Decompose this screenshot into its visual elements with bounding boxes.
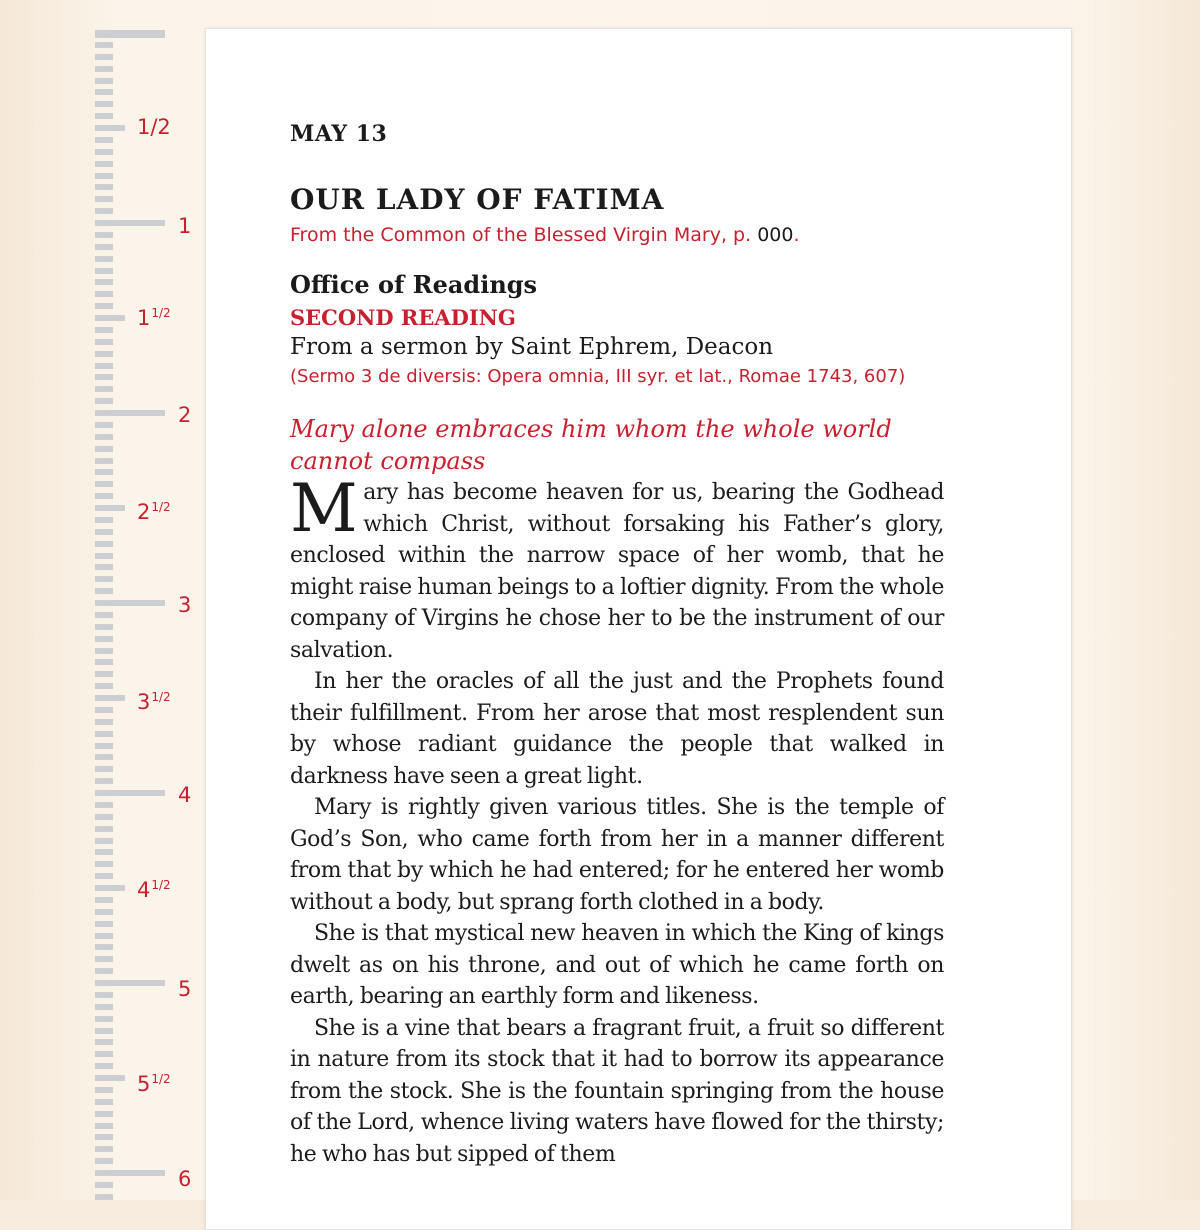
ruler-tick — [95, 268, 113, 274]
ruler-tick — [95, 1111, 113, 1117]
ruler-tick — [95, 339, 113, 345]
ruler-tick — [95, 778, 113, 784]
ruler-tick — [95, 944, 113, 950]
ruler-tick — [95, 434, 113, 440]
ruler-tick — [95, 505, 125, 511]
ruler-tick — [95, 279, 113, 285]
ruler-tick — [95, 291, 113, 297]
ruler-tick — [95, 968, 113, 974]
ruler-tick — [95, 885, 125, 891]
ruler-tick — [95, 1134, 113, 1140]
ruler-tick — [95, 173, 113, 179]
ruler-tick — [95, 541, 113, 547]
ruler-tick — [95, 838, 113, 844]
ruler-tick — [95, 493, 113, 499]
date-heading: MAY 13 — [290, 121, 388, 147]
ruler-tick — [95, 208, 113, 214]
ruler-tick — [95, 30, 165, 38]
ruler-tick — [95, 66, 113, 72]
ruler-tick — [95, 1004, 113, 1010]
ruler-tick — [95, 909, 113, 915]
common-reference — [290, 224, 944, 246]
feast-title: OUR LADY OF FATIMA — [290, 183, 665, 216]
ruler-tick — [95, 636, 113, 642]
ruler-tick — [95, 469, 113, 475]
ruler-tick — [95, 196, 113, 202]
ruler-tick — [95, 743, 113, 749]
measurement-ruler — [0, 0, 205, 1200]
ruler-label: $4^{1/2}$ — [137, 878, 171, 902]
ruler-tick — [95, 446, 113, 452]
paragraph-1-text: ary has become heaven for us, bearing the Godhead which Christ, without forsaking his Father’s glory, enclosed within the narrow space of her womb, that he might raise human beings to a loftier dignity. From the whole company of Virgins he chose her to be the instrument of our salvation. — [290, 480, 944, 663]
ruler-tick — [95, 363, 113, 369]
ruler-tick — [95, 1170, 165, 1176]
ruler-tick — [95, 1099, 113, 1105]
ruler-tick — [95, 161, 113, 167]
ruler-tick — [95, 1039, 113, 1045]
ruler-tick — [95, 54, 113, 60]
common-reference-end: . — [793, 224, 800, 246]
ruler-tick — [95, 1194, 113, 1200]
ruler-tick — [95, 754, 113, 760]
ruler-label: $5^{1/2}$ — [137, 1072, 171, 1096]
ruler-tick — [95, 980, 165, 986]
ruler-tick — [95, 553, 113, 559]
ruler-label: 5 — [178, 977, 192, 1001]
document-page — [205, 28, 1072, 1230]
paragraph-5: She is a vine that bears a fragrant fruit, a fruit so different in nature from its stock that it had to borrow its appearance from the stock. She is the fountain springing from the house of the Lord, whence living waters have flowed for the thirsty; he who has but sipped of them — [290, 1015, 944, 1167]
ruler-tick — [95, 101, 113, 107]
ruler-tick — [95, 1146, 113, 1152]
drop-cap: M — [290, 470, 358, 547]
common-reference-text: From the Common of the Blessed Virgin Mary, p. — [290, 224, 752, 246]
reading-body — [290, 470, 944, 1170]
ruler-tick — [95, 517, 113, 523]
ruler-tick — [95, 1158, 113, 1164]
ruler-tick — [95, 624, 113, 630]
ruler-tick — [95, 1016, 113, 1022]
ruler-tick — [95, 1123, 113, 1129]
ruler-tick — [95, 125, 125, 131]
ruler-tick — [95, 1063, 113, 1069]
ruler-label: $3^{1/2}$ — [137, 690, 171, 714]
ruler-tick — [95, 113, 113, 119]
reading-title: Mary alone embraces him whom the whole world cannot compass — [290, 415, 892, 475]
ruler-tick — [95, 921, 113, 927]
ruler-tick — [95, 244, 113, 250]
ruler-tick — [95, 564, 113, 570]
ruler-tick — [95, 398, 113, 404]
ruler-tick — [95, 790, 165, 796]
ruler-tick — [95, 1075, 125, 1081]
ruler-tick — [95, 695, 125, 701]
reading-citation: (Sermo 3 de diversis: Opera omnia, III syr. et lat., Romae 1743, 607) — [290, 366, 906, 387]
ruler-tick — [95, 184, 113, 190]
ruler-tick — [95, 897, 113, 903]
ruler-label: 6 — [178, 1167, 192, 1191]
ruler-tick — [95, 766, 113, 772]
ruler-label: $1^{1/2}$ — [137, 306, 171, 330]
ruler-tick — [95, 89, 113, 95]
reading-source: From a sermon by Saint Ephrem, Deacon — [290, 334, 774, 360]
ruler-tick — [95, 576, 113, 582]
ruler-tick — [95, 315, 125, 321]
ruler-tick — [95, 814, 113, 820]
ruler-tick — [95, 422, 113, 428]
ruler-tick — [95, 1087, 113, 1093]
ruler-tick — [95, 873, 113, 879]
ruler-tick — [95, 849, 113, 855]
ruler-tick — [95, 256, 113, 262]
ruler-tick — [95, 481, 113, 487]
ruler-label: $2^{1/2}$ — [137, 500, 171, 524]
office-heading: Office of Readings — [290, 270, 538, 299]
ruler-label: 3 — [178, 593, 192, 617]
ruler-label: 2 — [178, 403, 192, 427]
ruler-tick — [95, 351, 113, 357]
ruler-tick — [95, 671, 113, 677]
ruler-tick — [95, 588, 113, 594]
ruler-tick — [95, 683, 113, 689]
ruler-tick — [95, 1028, 113, 1034]
ruler-tick — [95, 1051, 113, 1057]
page-content — [290, 121, 944, 1170]
ruler-tick — [95, 719, 113, 725]
reading-label: SECOND READING — [290, 305, 516, 330]
ruler-tick — [95, 386, 113, 392]
ruler-tick — [95, 458, 113, 464]
ruler-label: 1 — [178, 214, 192, 238]
ruler-tick — [95, 78, 113, 84]
ruler-tick — [95, 659, 113, 665]
paragraph-3: Mary is rightly given various titles. She is the temple of God’s Son, who came forth from her in a manner different from that by which he had entered; for he entered her womb without a body, but sprang forth clothed in a body. — [290, 795, 944, 915]
ruler-tick — [95, 707, 113, 713]
ruler-tick — [95, 410, 165, 416]
ruler-tick — [95, 232, 113, 238]
ruler-tick — [95, 933, 113, 939]
ruler-label: 4 — [178, 783, 192, 807]
ruler-tick — [95, 1182, 113, 1188]
common-page-number: 000 — [757, 224, 794, 246]
ruler-tick — [95, 529, 113, 535]
ruler-tick — [95, 42, 113, 48]
ruler-tick — [95, 826, 113, 832]
ruler-tick — [95, 149, 113, 155]
paragraph-2: In her the oracles of all the just and the Prophets found their fulfillment. From her arose that most resplendent sun by whose radiant guidance the people that walked in darkness have seen a great light. — [290, 669, 944, 789]
ruler-tick — [95, 731, 113, 737]
ruler-tick — [95, 861, 113, 867]
ruler-tick — [95, 612, 113, 618]
ruler-label: 1/2 — [137, 115, 171, 139]
ruler-tick — [95, 137, 113, 143]
ruler-tick — [95, 992, 113, 998]
ruler-tick — [95, 648, 113, 654]
ruler-tick — [95, 956, 113, 962]
ruler-tick — [95, 327, 113, 333]
ruler-tick — [95, 220, 165, 226]
ruler-tick — [95, 600, 165, 606]
ruler-tick — [95, 374, 113, 380]
ruler-tick — [95, 802, 113, 808]
ruler-tick — [95, 303, 113, 309]
paragraph-4: She is that mystical new heaven in which the King of kings dwelt as on his throne, and out of which he came forth on earth, bearing an earthly form and likeness. — [290, 921, 944, 1009]
paragraph-1 — [290, 470, 944, 666]
